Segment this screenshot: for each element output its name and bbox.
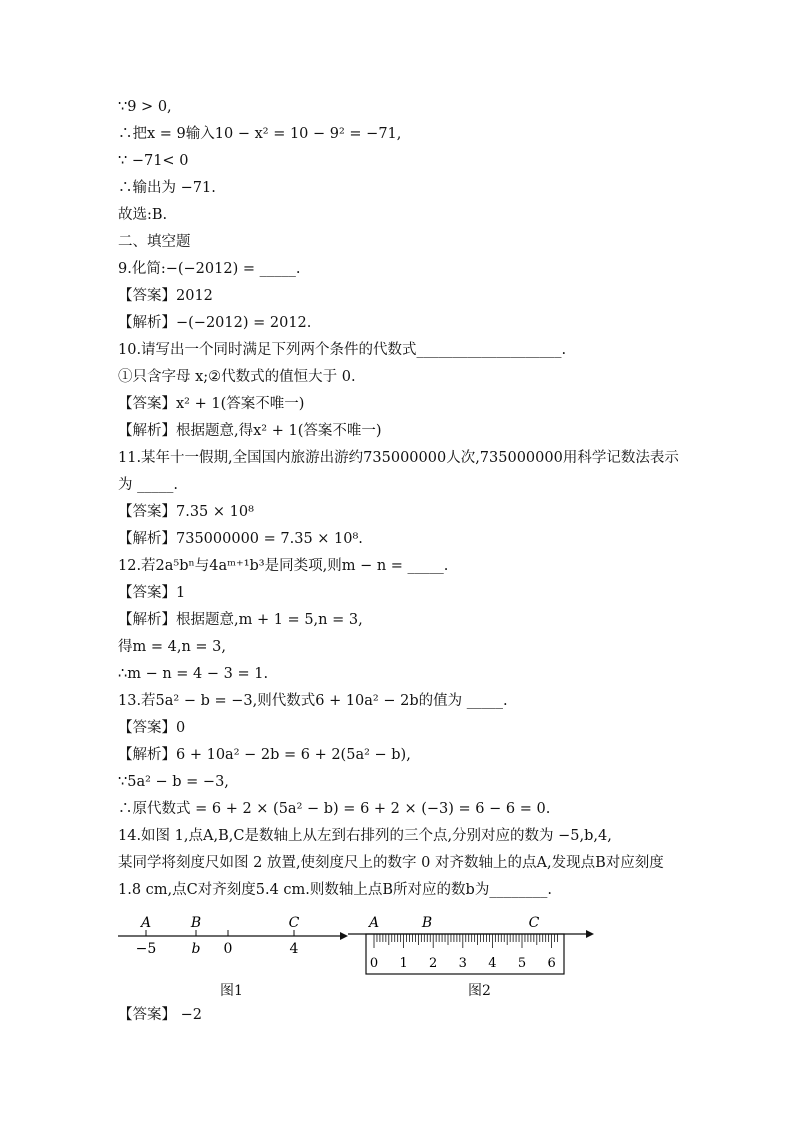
text-line: 11.某年十一假期,全国国内旅游出游约735000000人次,735000000用科学记数法表示 [118, 450, 679, 466]
text-line: 【答案】 −2 [118, 1007, 202, 1023]
text-line: 【答案】1 [118, 585, 186, 601]
text-line: ∴把x = 9输入10 − x² = 10 − 9² = −71, [118, 126, 402, 142]
text-line: 13.若5a² − b = −3,则代数式6 + 10a² − 2b的值为 _____. [118, 693, 508, 709]
text-line: 【解析】−(−2012) = 2012. [118, 315, 312, 331]
fig1-tick-label: 4 [289, 941, 299, 957]
figure-1-caption: 图1 [220, 983, 243, 999]
fig1-tick-label: b [191, 941, 201, 957]
ruler-number: 3 [458, 956, 467, 971]
fig1-tick-label: 0 [223, 941, 233, 957]
text-line: 【答案】7.35 × 10⁸ [118, 504, 254, 520]
text-line: 9.化简:−(−2012) = _____. [118, 261, 301, 277]
text-line: 故选:B. [118, 207, 168, 223]
text-line: 二、填空题 [118, 234, 191, 250]
ruler-number: 6 [547, 956, 556, 971]
text-line: 【解析】根据题意,得x² + 1(答案不唯一) [118, 423, 382, 439]
text-line: ∴原代数式 = 6 + 2 × (5a² − b) = 6 + 2 × (−3) = 6 − 6 = 0. [118, 801, 551, 817]
text-line: 12.若2a⁵bⁿ与4aᵐ⁺¹b³是同类项,则m − n = _____. [118, 558, 449, 574]
ruler-number: 2 [429, 956, 438, 971]
figure-1-number-line [118, 912, 348, 962]
figure-2-ruler [348, 912, 596, 978]
text-line: 1.8 cm,点C对齐刻度5.4 cm.则数轴上点B所对应的数b为________. [118, 882, 552, 898]
text-line: 【答案】x² + 1(答案不唯一) [118, 396, 305, 412]
ruler-number: 0 [369, 956, 379, 971]
text-line: 【答案】0 [118, 720, 186, 736]
fig1-tick-label: −5 [135, 941, 157, 957]
text-line: ∵ −71< 0 [118, 153, 189, 169]
text-line: 得m = 4,n = 3, [118, 639, 226, 655]
text-line: ∵5a² − b = −3, [118, 774, 229, 790]
text-line: ①只含字母 x;②代数式的值恒大于 0. [118, 369, 356, 385]
fig2-point-b: B [421, 915, 433, 931]
fig2-point-a: A [368, 915, 380, 931]
ruler-number: 5 [517, 956, 527, 971]
text-line: ∵9 > 0, [118, 99, 172, 115]
fig1-point-c: C [288, 915, 300, 931]
ruler-number: 1 [399, 956, 408, 971]
ruler-number: 4 [488, 956, 497, 971]
text-line: 14.如图 1,点A,B,C是数轴上从左到右排列的三个点,分别对应的数为 −5,b,4, [118, 828, 612, 844]
text-line: ∴m − n = 4 − 3 = 1. [118, 666, 269, 682]
figure-2-caption: 图2 [468, 983, 491, 999]
text-line: 为 _____. [118, 477, 178, 493]
fig2-point-c: C [528, 915, 540, 931]
text-line: 【答案】2012 [118, 288, 213, 304]
fig1-point-b: B [190, 915, 202, 931]
text-line: 【解析】735000000 = 7.35 × 10⁸. [118, 531, 363, 547]
text-line: 某同学将刻度尺如图 2 放置,使刻度尺上的数字 0 对齐数轴上的点A,发现点B对应刻度 [118, 855, 664, 871]
fig1-point-a: A [140, 915, 152, 931]
text-line: 【解析】根据题意,m + 1 = 5,n = 3, [118, 612, 363, 628]
text-line: ∴输出为 −71. [118, 180, 216, 196]
text-line: 【解析】6 + 10a² − 2b = 6 + 2(5a² − b), [118, 747, 411, 763]
text-line: 10.请写出一个同时满足下列两个条件的代数式____________________. [118, 342, 567, 358]
